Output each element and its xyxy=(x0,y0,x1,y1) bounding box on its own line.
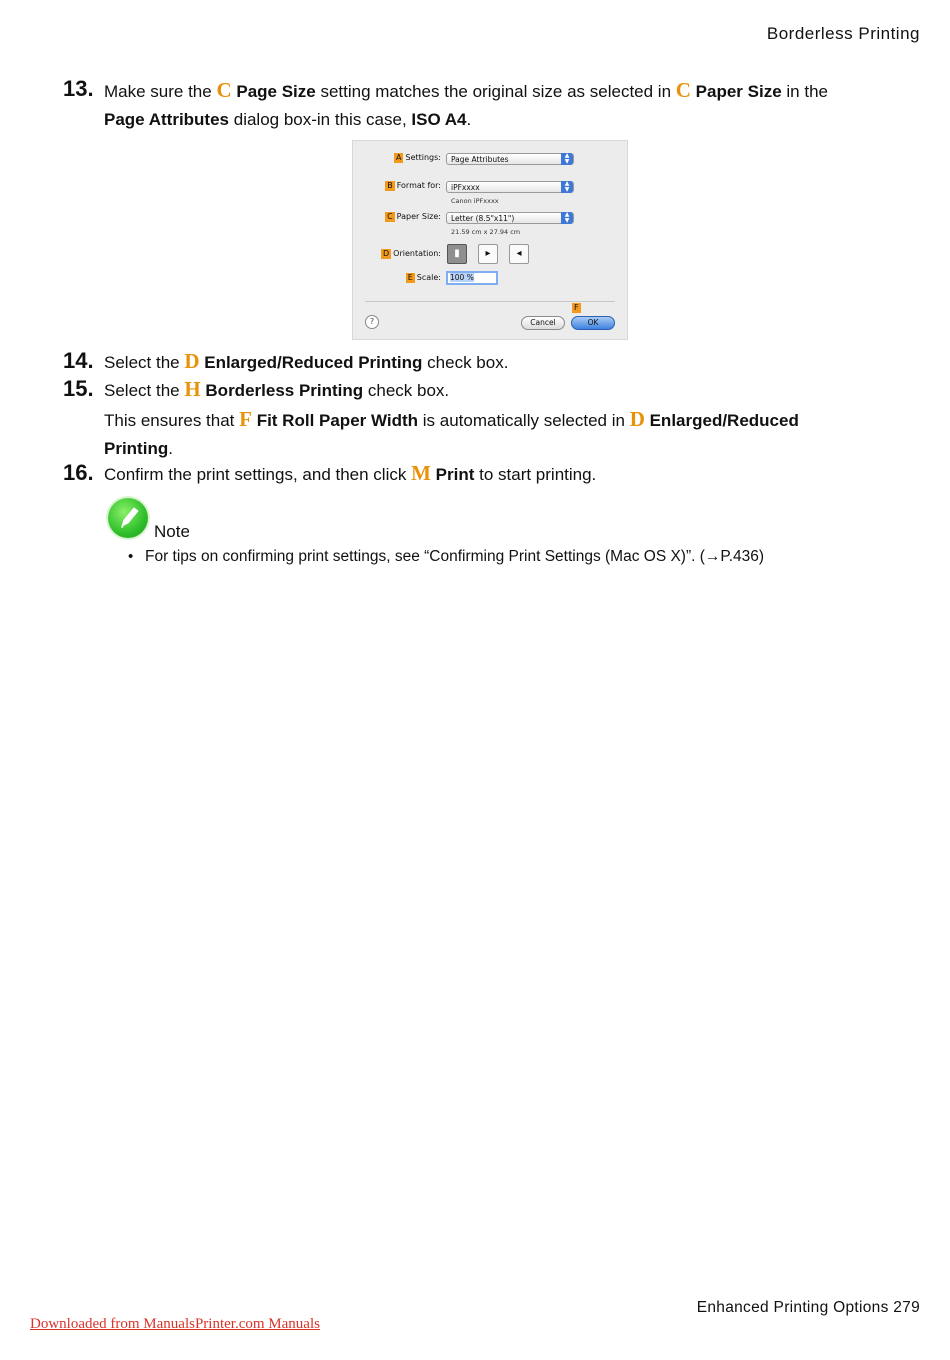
tag-c: C xyxy=(216,78,232,102)
ok-button[interactable]: OK xyxy=(571,316,615,330)
popup-arrows-icon: ▲ ▼ xyxy=(561,212,573,224)
step-number-14: 14. xyxy=(63,348,94,373)
tag-d: D xyxy=(184,349,200,373)
page-header-title: Borderless Printing xyxy=(766,24,920,43)
step-number-16: 16. xyxy=(63,460,94,485)
footer-section-page: Enhanced Printing Options 279 xyxy=(696,1299,920,1316)
note-bullet: • xyxy=(128,548,134,565)
dialog-divider xyxy=(365,301,615,302)
tag-d: D xyxy=(629,407,645,431)
orientation-landscape-left-icon[interactable]: ▸ xyxy=(478,244,498,264)
format-for-label: Format for: xyxy=(396,181,441,190)
cancel-button[interactable]: Cancel xyxy=(521,316,565,330)
step-16-text: Confirm the print settings, and then click M Print to start printing. xyxy=(104,461,597,485)
tag-c: C xyxy=(675,78,691,102)
marker-d: D xyxy=(382,249,390,258)
popup-arrows-icon: ▲ ▼ xyxy=(561,181,573,193)
marker-c: C xyxy=(387,212,393,221)
download-source-link[interactable]: Downloaded from ManualsPrinter.com Manuals xyxy=(30,1316,320,1332)
note-label: Note xyxy=(154,522,190,541)
format-for-popup[interactable]: iPFxxxx ▲ ▼ xyxy=(446,181,574,193)
paper-size-popup[interactable]: Letter (8.5"x11") ▲ ▼ xyxy=(446,212,574,224)
orientation-landscape-right-icon[interactable]: ◂ xyxy=(509,244,529,264)
step-13-text: Make sure the C Page Size setting matches the original size as selected in C Paper Size in the Page Attributes dialog box-in this case, ISO A4. xyxy=(104,78,828,129)
page-attributes-dialog xyxy=(352,140,628,340)
orientation-portrait-icon[interactable]: ▮ xyxy=(447,244,467,264)
scale-input[interactable]: 100 % xyxy=(446,271,498,285)
note-text: For tips on confirming print settings, see “Confirming Print Settings (Mac OS X)”. (→P.436) xyxy=(145,548,765,565)
tag-h: H xyxy=(184,377,201,401)
step-14-text: Select the D Enlarged/Reduced Printing check box. xyxy=(104,349,509,373)
settings-popup[interactable]: Page Attributes ▲ ▼ xyxy=(446,153,574,165)
marker-b: B xyxy=(387,181,393,190)
marker-a: A xyxy=(396,153,402,162)
step-15-text: Select the H Borderless Printing check box. This ensures that F Fit Roll Paper Width is automatically selected in D Enlarged/Reduced Printing. xyxy=(104,377,799,458)
marker-e: E xyxy=(407,273,413,282)
printer-caption: Canon iPFxxxx xyxy=(451,197,499,205)
tag-m: M xyxy=(411,461,431,485)
scale-label: Scale: xyxy=(416,273,441,282)
help-icon[interactable]: ? xyxy=(365,315,379,329)
settings-label: Settings: xyxy=(405,153,441,162)
note-pencil-icon xyxy=(108,498,148,538)
step-number-13: 13. xyxy=(63,76,94,101)
paper-size-label: Paper Size: xyxy=(396,212,441,221)
step-number-15: 15. xyxy=(63,376,94,401)
orientation-label: Orientation: xyxy=(393,249,441,258)
marker-f: F xyxy=(574,303,579,312)
paper-dimensions-caption: 21.59 cm x 27.94 cm xyxy=(451,228,521,236)
popup-arrows-icon: ▲ ▼ xyxy=(561,153,573,165)
tag-f: F xyxy=(239,407,252,431)
